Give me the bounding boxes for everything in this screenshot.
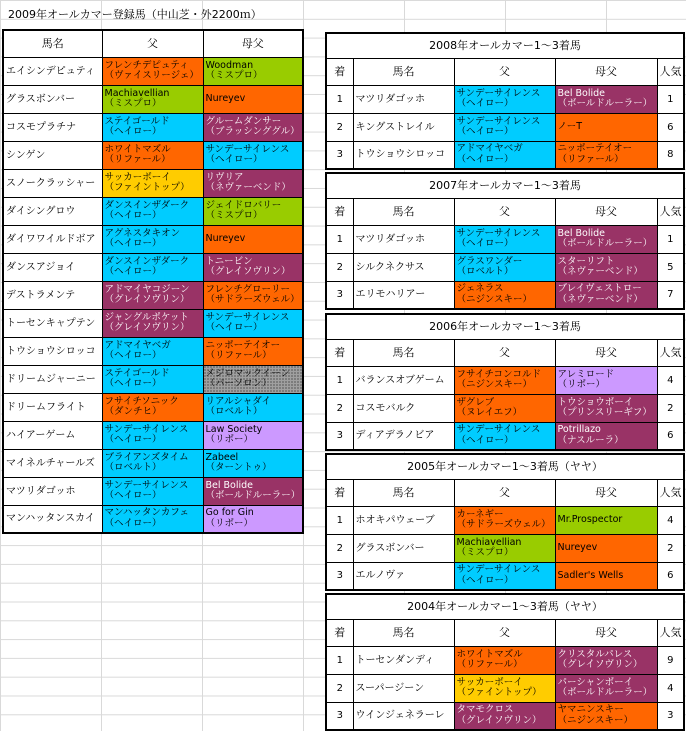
entry-dam-sire: Nureyev [203, 85, 303, 113]
results-table [325, 32, 685, 170]
entry-dam-sire: フレンチグローリー （サドラーズウェル） [203, 281, 303, 309]
entry-row [3, 505, 303, 533]
result-dam-sire: パーシャンボーイ （ボールドルーラー） [555, 674, 657, 702]
entry-row [3, 309, 303, 337]
result-dam-sire: Nureyev [555, 534, 657, 562]
entry-row [3, 225, 303, 253]
entry-row [3, 141, 303, 169]
result-dam-sire: トウショウボーイ （プリンスリーギフ） [555, 394, 657, 422]
results-title: 2008年オールカマー1～3着馬 [326, 33, 684, 58]
entry-horse-name: トーセンキャプテン [3, 309, 102, 337]
header-popularity: 人気 [657, 339, 684, 366]
header-horse: 馬名 [353, 619, 454, 646]
result-dam-sire: Bel Bolide （ボールドルーラー） [555, 85, 657, 113]
result-sire: サッカーボーイ （ファイントップ） [454, 674, 555, 702]
result-sire: フサイチコンコルド （ニジンスキー） [454, 366, 555, 394]
header-popularity: 人気 [657, 58, 684, 85]
result-row [326, 674, 684, 702]
entry-row [3, 57, 303, 85]
result-sire: グラスワンダー （ロベルト） [454, 253, 555, 281]
results-title-row [326, 454, 684, 479]
result-popularity: 7 [657, 281, 684, 309]
result-sire: サンデーサイレンス （ヘイロー） [454, 113, 555, 141]
result-horse-name: キングストレイル [353, 113, 454, 141]
result-horse-name: シルクネクサス [353, 253, 454, 281]
entry-dam-sire: Go for Gin （リボー） [203, 505, 303, 533]
result-horse-name: ウインジェネラーレ [353, 702, 454, 730]
header-popularity: 人気 [657, 198, 684, 225]
result-horse-name: エリモハリアー [353, 281, 454, 309]
entry-sire: フレンチデピュティ （ヴァイスリージェ） [102, 57, 203, 85]
header-rank: 着 [326, 619, 353, 646]
result-row [326, 562, 684, 590]
result-rank: 2 [326, 253, 353, 281]
entry-dam-sire: トニービン （グレイソヴリン） [203, 253, 303, 281]
result-rank: 2 [326, 113, 353, 141]
entry-sire: アドマイヤベガ （ヘイロー） [102, 337, 203, 365]
header-horse: 馬名 [353, 479, 454, 506]
result-popularity: 4 [657, 506, 684, 534]
entry-dam-sire: サンデーサイレンス （ヘイロー） [203, 141, 303, 169]
result-horse-name: スーパージーン [353, 674, 454, 702]
header-sire: 父 [102, 30, 203, 57]
result-row [326, 422, 684, 450]
result-popularity: 4 [657, 674, 684, 702]
result-popularity: 5 [657, 253, 684, 281]
result-sire: アドマイヤベガ （ヘイロー） [454, 141, 555, 169]
result-sire: サンデーサイレンス （ヘイロー） [454, 422, 555, 450]
result-dam-sire: Bel Bolide （ボールドルーラー） [555, 225, 657, 253]
result-rank: 2 [326, 534, 353, 562]
header-sire: 父 [454, 479, 555, 506]
results-header-row [326, 58, 684, 85]
entry-row [3, 253, 303, 281]
entries-table [2, 29, 304, 534]
result-dam-sire: ノーT [555, 113, 657, 141]
entry-dam-sire: Nureyev [203, 225, 303, 253]
header-dam-sire: 母父 [555, 198, 657, 225]
entry-sire: ホワイトマズル （リファール） [102, 141, 203, 169]
entry-horse-name: スノークラッシャー [3, 169, 102, 197]
header-sire: 父 [454, 58, 555, 85]
result-sire: Machiavellian （ミスプロ） [454, 534, 555, 562]
entry-sire: Machiavellian （ミスプロ） [102, 85, 203, 113]
entry-dam-sire: リヴリア （ネヴァーベンド） [203, 169, 303, 197]
entry-horse-name: コスモプラチナ [3, 113, 102, 141]
entry-dam-sire: ジェイドロバリー （ミスプロ） [203, 197, 303, 225]
result-dam-sire: スターリフト （ネヴァーベンド） [555, 253, 657, 281]
result-dam-sire: Mr.Prospector [555, 506, 657, 534]
header-rank: 着 [326, 479, 353, 506]
results-header-row [326, 198, 684, 225]
entry-horse-name: グラスボンバー [3, 85, 102, 113]
results-header-row [326, 339, 684, 366]
result-sire: サンデーサイレンス （ヘイロー） [454, 85, 555, 113]
header-sire: 父 [454, 619, 555, 646]
result-dam-sire: ブレイヴェストロー （ネヴァーベンド） [555, 281, 657, 309]
result-rank: 3 [326, 702, 353, 730]
results-header-row [326, 479, 684, 506]
entry-sire: サッカーボーイ （ファイントップ） [102, 169, 203, 197]
entry-row [3, 365, 303, 393]
results-title-row [326, 173, 684, 198]
header-dam-sire: 母父 [203, 30, 303, 57]
result-row [326, 281, 684, 309]
entry-row [3, 393, 303, 421]
entry-horse-name: ダンスアジョイ [3, 253, 102, 281]
results-header-row [326, 619, 684, 646]
entry-horse-name: ダイワワイルドボア [3, 225, 102, 253]
result-row [326, 141, 684, 169]
entry-horse-name: ハイアーゲーム [3, 421, 102, 449]
entries-header-row [3, 30, 303, 57]
entry-dam-sire: Zabeel （ターントゥ） [203, 449, 303, 477]
result-horse-name: ディアデラノビア [353, 422, 454, 450]
result-dam-sire: ニッポーテイオー （リファール） [555, 141, 657, 169]
result-popularity: 6 [657, 113, 684, 141]
entry-dam-sire: Law Society （リボー） [203, 421, 303, 449]
result-popularity: 1 [657, 85, 684, 113]
entry-dam-sire: ニッポーテイオー （リファール） [203, 337, 303, 365]
result-row [326, 534, 684, 562]
entry-row [3, 477, 303, 505]
entry-sire: ブライアンズタイム （ロベルト） [102, 449, 203, 477]
header-dam-sire: 母父 [555, 339, 657, 366]
result-row [326, 85, 684, 113]
result-row [326, 506, 684, 534]
header-horse: 馬名 [3, 30, 102, 57]
entry-horse-name: ドリームジャーニー [3, 365, 102, 393]
header-rank: 着 [326, 198, 353, 225]
result-dam-sire: アレミロード （リボー） [555, 366, 657, 394]
entry-horse-name: シンゲン [3, 141, 102, 169]
entry-sire: ジャングルポケット （グレイソヴリン） [102, 309, 203, 337]
results-title: 2006年オールカマー1～3着馬 [326, 314, 684, 339]
result-row [326, 394, 684, 422]
result-rank: 3 [326, 562, 353, 590]
result-row [326, 702, 684, 730]
page-title: 2009年オールカマー登録馬（中山芝・外2200ｍ） [8, 8, 262, 21]
result-rank: 3 [326, 422, 353, 450]
entry-sire: ステイゴールド （ヘイロー） [102, 113, 203, 141]
entry-row [3, 85, 303, 113]
results-title-row [326, 33, 684, 58]
result-horse-name: エルノヴァ [353, 562, 454, 590]
entry-sire: マンハッタンカフェ （ヘイロー） [102, 505, 203, 533]
result-popularity: 6 [657, 562, 684, 590]
result-popularity: 2 [657, 534, 684, 562]
results-table [325, 593, 685, 731]
result-rank: 1 [326, 225, 353, 253]
entry-row [3, 337, 303, 365]
result-row [326, 253, 684, 281]
entry-row [3, 169, 303, 197]
result-sire: ザグレブ （ヌレイエフ） [454, 394, 555, 422]
entry-sire: ダンスインザダーク （ヘイロー） [102, 197, 203, 225]
header-dam-sire: 母父 [555, 619, 657, 646]
entry-horse-name: エイシンデピュティ [3, 57, 102, 85]
entry-horse-name: デストラメンテ [3, 281, 102, 309]
result-rank: 2 [326, 674, 353, 702]
header-popularity: 人気 [657, 619, 684, 646]
entry-dam-sire: Woodman （ミスプロ） [203, 57, 303, 85]
result-sire: サンデーサイレンス （ヘイロー） [454, 562, 555, 590]
entry-horse-name: マツリダゴッホ [3, 477, 102, 505]
results-table [325, 453, 685, 591]
result-popularity: 6 [657, 422, 684, 450]
entry-sire: サンデーサイレンス （ヘイロー） [102, 477, 203, 505]
result-sire: ホワイトマズル （リファール） [454, 646, 555, 674]
result-horse-name: マツリダゴッホ [353, 225, 454, 253]
result-dam-sire: ヤマニンスキー （ニジンスキー） [555, 702, 657, 730]
result-row [326, 225, 684, 253]
results-title: 2007年オールカマー1～3着馬 [326, 173, 684, 198]
entry-horse-name: ダイシングロウ [3, 197, 102, 225]
result-popularity: 2 [657, 394, 684, 422]
entry-sire: ダンスインザダーク （ヘイロー） [102, 253, 203, 281]
header-rank: 着 [326, 58, 353, 85]
entry-row [3, 197, 303, 225]
header-rank: 着 [326, 339, 353, 366]
result-sire: サンデーサイレンス （ヘイロー） [454, 225, 555, 253]
entry-row [3, 449, 303, 477]
result-popularity: 9 [657, 646, 684, 674]
header-sire: 父 [454, 339, 555, 366]
result-sire: ジェネラス （ニジンスキー） [454, 281, 555, 309]
entry-dam-sire: グルームダンサー （ブラッシンググル） [203, 113, 303, 141]
entry-sire: アドマイヤコジーン （グレイソヴリン） [102, 281, 203, 309]
entry-dam-sire: サンデーサイレンス （ヘイロー） [203, 309, 303, 337]
header-horse: 馬名 [353, 198, 454, 225]
results-title: 2005年オールカマー1～3着馬（ヤヤ） [326, 454, 684, 479]
results-title-row [326, 314, 684, 339]
result-row [326, 113, 684, 141]
entry-dam-sire: リアルシャダイ （ロベルト） [203, 393, 303, 421]
result-rank: 2 [326, 394, 353, 422]
result-row [326, 646, 684, 674]
results-title: 2004年オールカマー1～3着馬（ヤヤ） [326, 594, 684, 619]
results-title-row [326, 594, 684, 619]
result-popularity: 1 [657, 225, 684, 253]
result-horse-name: グラスボンバー [353, 534, 454, 562]
result-popularity: 3 [657, 702, 684, 730]
result-row [326, 366, 684, 394]
results-table [325, 172, 685, 310]
header-sire: 父 [454, 198, 555, 225]
result-dam-sire: Sadler's Wells [555, 562, 657, 590]
entry-sire: サンデーサイレンス （ヘイロー） [102, 421, 203, 449]
entry-sire: ステイゴールド （ヘイロー） [102, 365, 203, 393]
entry-horse-name: ドリームフライト [3, 393, 102, 421]
result-rank: 3 [326, 141, 353, 169]
result-horse-name: トウショウシロッコ [353, 141, 454, 169]
header-horse: 馬名 [353, 58, 454, 85]
result-dam-sire: Potrillazo （ナスルーラ） [555, 422, 657, 450]
header-popularity: 人気 [657, 479, 684, 506]
entry-dam-sire: メジロマックイーン （パーソロン） [203, 365, 303, 393]
result-sire: タマモクロス （グレイソヴリン） [454, 702, 555, 730]
result-rank: 1 [326, 506, 353, 534]
result-horse-name: バランスオブゲーム [353, 366, 454, 394]
result-dam-sire: クリスタルパレス （グレイソヴリン） [555, 646, 657, 674]
result-rank: 1 [326, 366, 353, 394]
entry-dam-sire: Bel Bolide （ボールドルーラー） [203, 477, 303, 505]
result-horse-name: コスモバルク [353, 394, 454, 422]
result-rank: 1 [326, 85, 353, 113]
entry-row [3, 421, 303, 449]
result-horse-name: マツリダゴッホ [353, 85, 454, 113]
entry-horse-name: マンハッタンスカイ [3, 505, 102, 533]
header-horse: 馬名 [353, 339, 454, 366]
result-popularity: 4 [657, 366, 684, 394]
result-sire: カーネギー （サドラーズウェル） [454, 506, 555, 534]
header-dam-sire: 母父 [555, 479, 657, 506]
result-popularity: 8 [657, 141, 684, 169]
entry-row [3, 281, 303, 309]
entry-row [3, 113, 303, 141]
result-horse-name: ホオキパウェーブ [353, 506, 454, 534]
result-rank: 1 [326, 646, 353, 674]
entry-horse-name: マイネルチャールズ [3, 449, 102, 477]
entry-sire: アグネスタキオン （ヘイロー） [102, 225, 203, 253]
result-rank: 3 [326, 281, 353, 309]
entry-horse-name: トウショウシロッコ [3, 337, 102, 365]
header-dam-sire: 母父 [555, 58, 657, 85]
results-table [325, 313, 685, 451]
entry-sire: フサイチソニック （ダンチヒ） [102, 393, 203, 421]
result-horse-name: トーセンダンディ [353, 646, 454, 674]
